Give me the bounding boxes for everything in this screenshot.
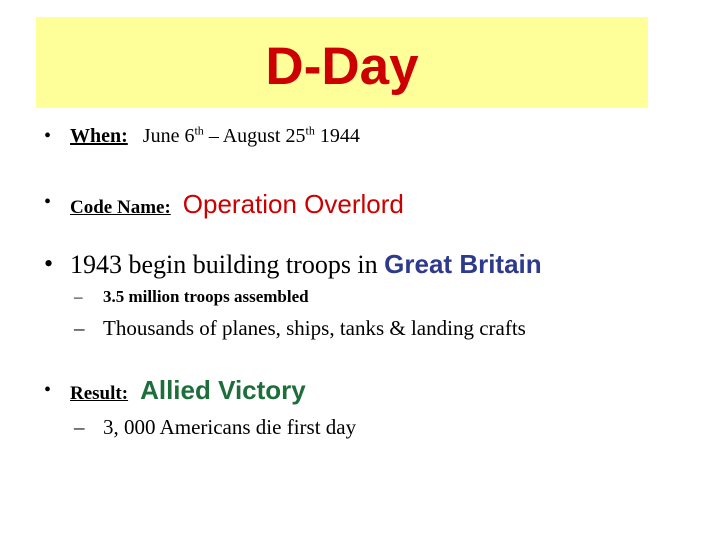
result-label: Result:: [70, 383, 129, 404]
result-line: [70, 375, 306, 406]
build-text: 1943 begin building troops in: [70, 250, 385, 279]
when-date-start: June 6: [142, 125, 195, 147]
when-label: When:: [70, 125, 128, 147]
dash-marker: –: [74, 316, 85, 340]
when-sup-1: th: [194, 123, 204, 138]
bullet-marker: •: [44, 379, 52, 401]
when-sup-2: th: [305, 123, 315, 138]
bullet-marker: •: [44, 249, 54, 278]
bullet-marker: •: [44, 125, 52, 147]
casualties-text: 3, 000 Americans die first day: [103, 415, 357, 439]
equipment-text: Thousands of planes, ships, tanks & landing crafts: [103, 316, 526, 340]
code-name-label: Code Name:: [70, 197, 171, 218]
troops-text: 3.5 million troops assembled: [103, 287, 309, 306]
dash-marker: –: [74, 287, 83, 306]
when-year: 1944: [314, 125, 360, 147]
dash-marker: –: [74, 415, 85, 439]
result-value: Allied Victory: [140, 375, 306, 405]
slide-title: D-Day: [265, 37, 419, 96]
when-date-mid: – August 25: [203, 125, 306, 147]
code-name-line: [70, 189, 404, 220]
build-line: [70, 249, 542, 280]
bullet-marker: •: [44, 191, 52, 213]
great-britain-text: Great Britain: [384, 249, 542, 279]
when-line: [70, 125, 360, 148]
code-name-value: Operation Overlord: [182, 189, 404, 219]
title-banner: [36, 17, 648, 108]
